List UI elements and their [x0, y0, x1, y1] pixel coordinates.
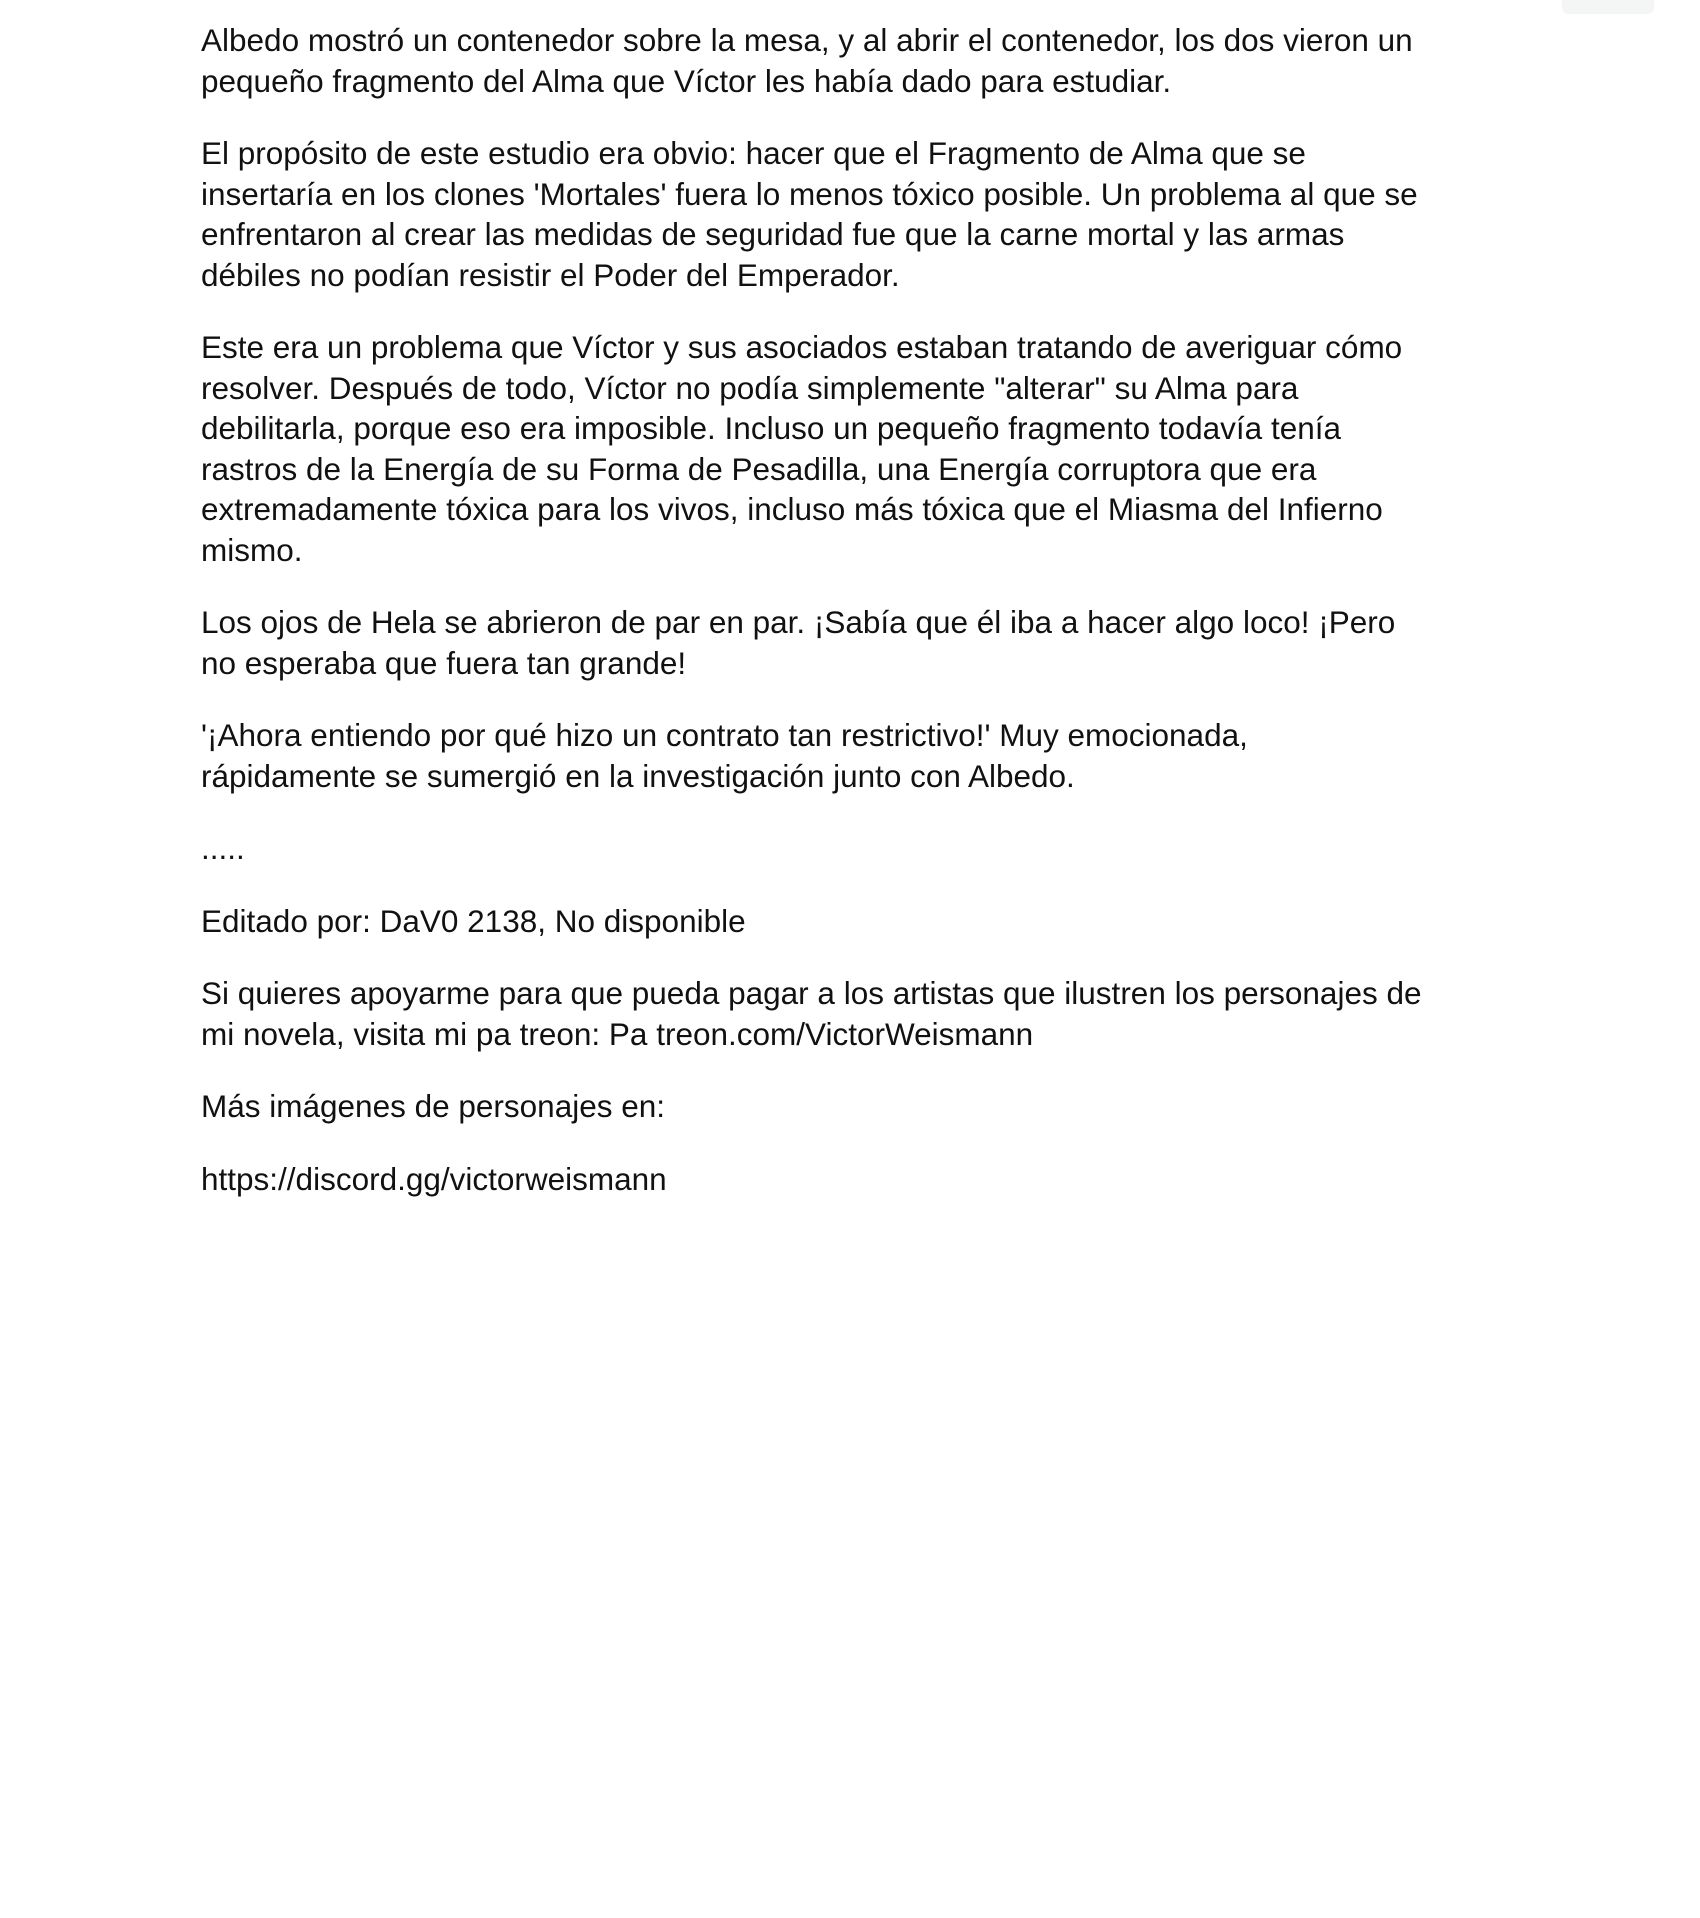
- paragraph-problem: Este era un problema que Víctor y sus asociados estaban tratando de averiguar cómo resolver. Después de todo, Víctor no podía simplemente "alterar" su Alma para debilitarla, porque eso era imposible. Incluso un pequeño fragmento todavía tenía rastros de la Energía de su Forma de Pesadilla, una Energía corruptora que era extremadamente tóxica para los vivos, incluso más tóxica que el Miasma del Infierno mismo.: [201, 329, 1403, 568]
- editor-credit: Editado por: DaV0 2138, No disponible: [201, 902, 746, 939]
- corner-tab: [1562, 0, 1654, 14]
- paragraph-hela-quote: '¡Ahora entiendo por qué hizo un contrato tan restrictivo!' Muy emocionada, rápidamente se sumergió en la investigación junto con Albedo.: [201, 717, 1248, 794]
- patreon-note: Si quieres apoyarme para que pueda pagar a los artistas que ilustren los personajes de mi novela, visita mi pa treon: Pa treon.com/VictorWeismann: [201, 975, 1422, 1052]
- document-body: [201, 20, 1511, 1231]
- paragraph-hela-eyes: Los ojos de Hela se abrieron de par en par. ¡Sabía que él iba a hacer algo loco! ¡Pero no esperaba que fuera tan grande!: [201, 604, 1396, 681]
- images-note: Más imágenes de personajes en:: [201, 1088, 666, 1124]
- section-separator: .....: [201, 830, 245, 866]
- paragraph-albedo-container: Albedo mostró un contenedor sobre la mesa, y al abrir el contenedor, los dos vieron un pequeño fragmento del Alma que Víctor les había dado para estudiar.: [201, 22, 1413, 99]
- discord-link[interactable]: https://discord.gg/victorweismann: [201, 1160, 667, 1197]
- paragraph-study-purpose: El propósito de este estudio era obvio: hacer que el Fragmento de Alma que se insertaría en los clones 'Mortales' fuera lo menos tóxico posible. Un problema al que se enfrentaron al crear las medidas de seguridad fue que la carne mortal y las armas débiles no podían resistir el Poder del Emperador.: [201, 135, 1418, 293]
